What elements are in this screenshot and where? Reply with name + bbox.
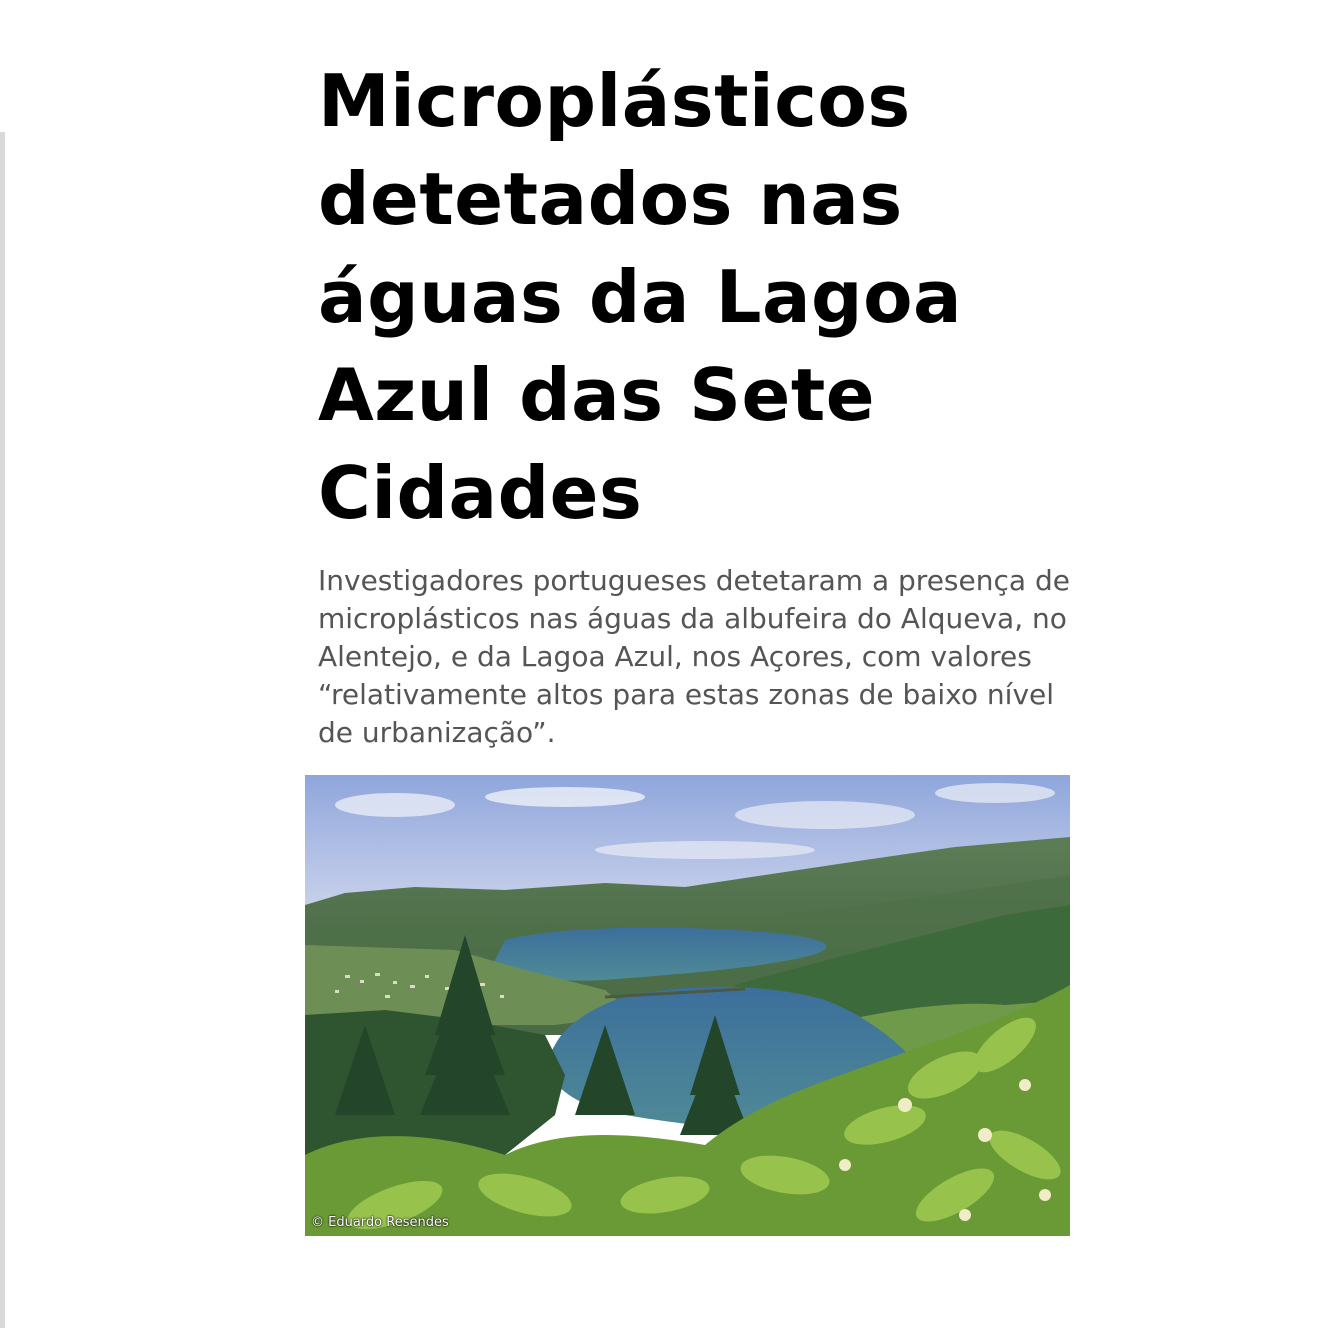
article	[318, 52, 1078, 752]
article-photo[interactable]	[305, 775, 1070, 1236]
lede: Investigadores portugueses detetaram a presença de microplásticos nas águas da albufeira do Alqueva, no Alentejo, e da Lagoa Azul, nos Açores, com valores “relativamente altos para estas zonas de baixo nível de urbanização”.	[318, 564, 1070, 749]
photo-credit: © Eduardo Resendes	[311, 1215, 449, 1230]
headline: Microplásticos detetados nas águas da Lagoa Azul das Sete Cidades	[318, 59, 963, 535]
lagoon-landscape-image	[305, 775, 1070, 1236]
left-border-rule	[0, 132, 5, 1328]
